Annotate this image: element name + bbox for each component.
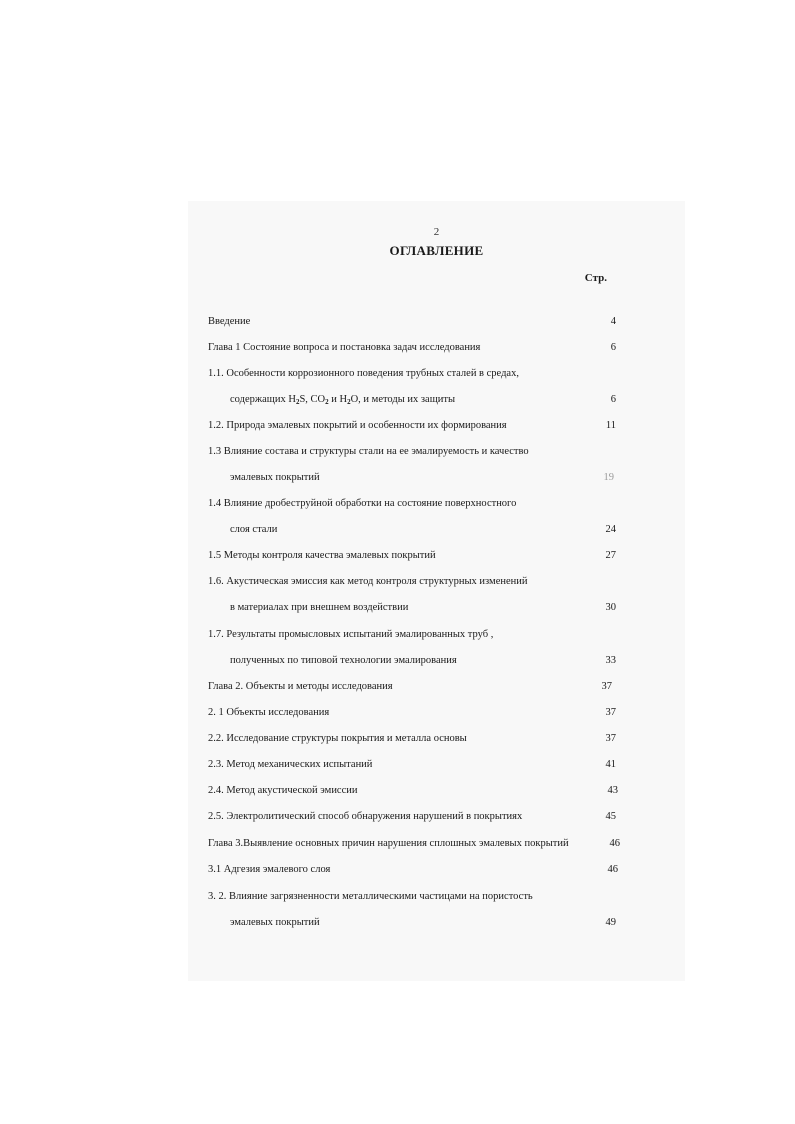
toc-entry-page: 27	[605, 550, 616, 561]
toc-entry	[208, 890, 612, 904]
toc-entry	[208, 706, 616, 720]
toc-entry-text: Глава 2. Объекты и методы исследования	[208, 681, 393, 692]
toc-entry-text: 3.1 Адгезия эмалевого слоя	[208, 864, 331, 875]
toc-entry-text: 2.5. Электролитический способ обнаружения нарушений в покрытиях	[208, 811, 523, 822]
toc-entry-page: 19	[603, 472, 614, 483]
toc-entry-page: 46	[607, 864, 618, 875]
toc-entry-text: 2.2. Исследование структуры покрытия и металла основы	[208, 733, 467, 744]
toc-entry-text: в материалах при внешнем воздействии	[230, 602, 409, 613]
toc-entry-page: 37	[601, 681, 612, 692]
toc-entry	[208, 393, 616, 407]
toc-entry	[208, 680, 612, 694]
toc-entry-page: 41	[605, 759, 616, 770]
toc-entry-page: 37	[605, 733, 616, 744]
toc-entry	[208, 445, 612, 459]
toc-entry-page: 24	[605, 524, 616, 535]
toc-entry	[208, 732, 616, 746]
toc-entry-page: 4	[610, 316, 616, 327]
toc-entry	[208, 810, 616, 824]
toc-entry-page: 46	[609, 838, 620, 849]
toc-entry	[208, 341, 616, 355]
toc-entry-page: 6	[610, 394, 616, 405]
toc-entry-text: 1.2. Природа эмалевых покрытий и особенности их формирования	[208, 420, 507, 431]
toc-entry-page: 37	[605, 707, 616, 718]
toc-entry-text: 1.7. Результаты промысловых испытаний эмалированных труб ,	[208, 629, 494, 640]
table-of-contents	[208, 201, 620, 981]
toc-entry-text: содержащих $H_2S$, $CO_2$ и $H_2O$, и методы их защиты	[230, 394, 456, 406]
toc-entry	[208, 575, 612, 589]
toc-entry	[208, 315, 616, 329]
toc-entry	[208, 628, 612, 642]
toc-entry	[208, 549, 616, 563]
toc-entry	[208, 758, 616, 772]
toc-entry-text: полученных по типовой технологии эмалирования	[230, 655, 457, 666]
toc-entry-text: Глава 3.Выявление основных причин нарушения сплошных эмалевых покрытий	[208, 838, 569, 849]
toc-entry-text: 1.6. Акустическая эмиссия как метод контроля структурных изменений	[208, 576, 528, 587]
toc-entry-text: 1.5 Методы контроля качества эмалевых покрытий	[208, 550, 436, 561]
toc-entry-text: 2.3. Метод механических испытаний	[208, 759, 373, 770]
toc-entry	[208, 419, 616, 433]
toc-entry	[208, 916, 616, 930]
toc-entry	[208, 863, 618, 877]
toc-entry-text: эмалевых покрытий	[230, 917, 320, 928]
toc-entry-text: 2. 1 Объекты исследования	[208, 707, 330, 718]
toc-entry	[208, 601, 616, 615]
toc-entry-page: 30	[605, 602, 616, 613]
page-title: ОГЛАВЛЕНИЕ	[389, 243, 484, 258]
toc-entry-page: 6	[610, 342, 616, 353]
toc-entry	[208, 837, 620, 851]
document-page	[188, 201, 685, 981]
toc-entry-page: 45	[605, 811, 616, 822]
toc-entry-text: 1.3 Влияние состава и структуры стали на ее эмалируемость и качество	[208, 446, 529, 457]
toc-entry	[208, 523, 616, 537]
toc-entry-text: 3. 2. Влияние загрязненности металлическими частицами на пористость	[208, 891, 533, 902]
toc-entry-page: 43	[607, 785, 618, 796]
toc-entry	[208, 367, 612, 381]
toc-entry-text: эмалевых покрытий	[230, 472, 320, 483]
toc-entry-text: Введение	[208, 316, 251, 327]
toc-entry	[208, 784, 618, 798]
page-number: 2	[433, 226, 440, 238]
toc-entry-page: 11	[605, 420, 616, 431]
toc-entry-text: слоя стали	[230, 524, 278, 535]
toc-entry	[208, 471, 612, 485]
toc-entry	[208, 497, 612, 511]
toc-entry-text: 1.4 Влияние дробеструйной обработки на состояние поверхностного	[208, 498, 517, 509]
toc-entry-text: 2.4. Метод акустической эмиссии	[208, 785, 358, 796]
toc-entry	[208, 654, 616, 668]
toc-entry-text: Глава 1 Состояние вопроса и постановка задач исследования	[208, 342, 481, 353]
toc-entry-text: 1.1. Особенности коррозионного поведения трубных сталей в средах,	[208, 368, 519, 379]
toc-entry-page: 49	[605, 917, 616, 928]
toc-entry-page: 33	[605, 655, 616, 666]
pages-column-header: Стр.	[584, 272, 607, 284]
